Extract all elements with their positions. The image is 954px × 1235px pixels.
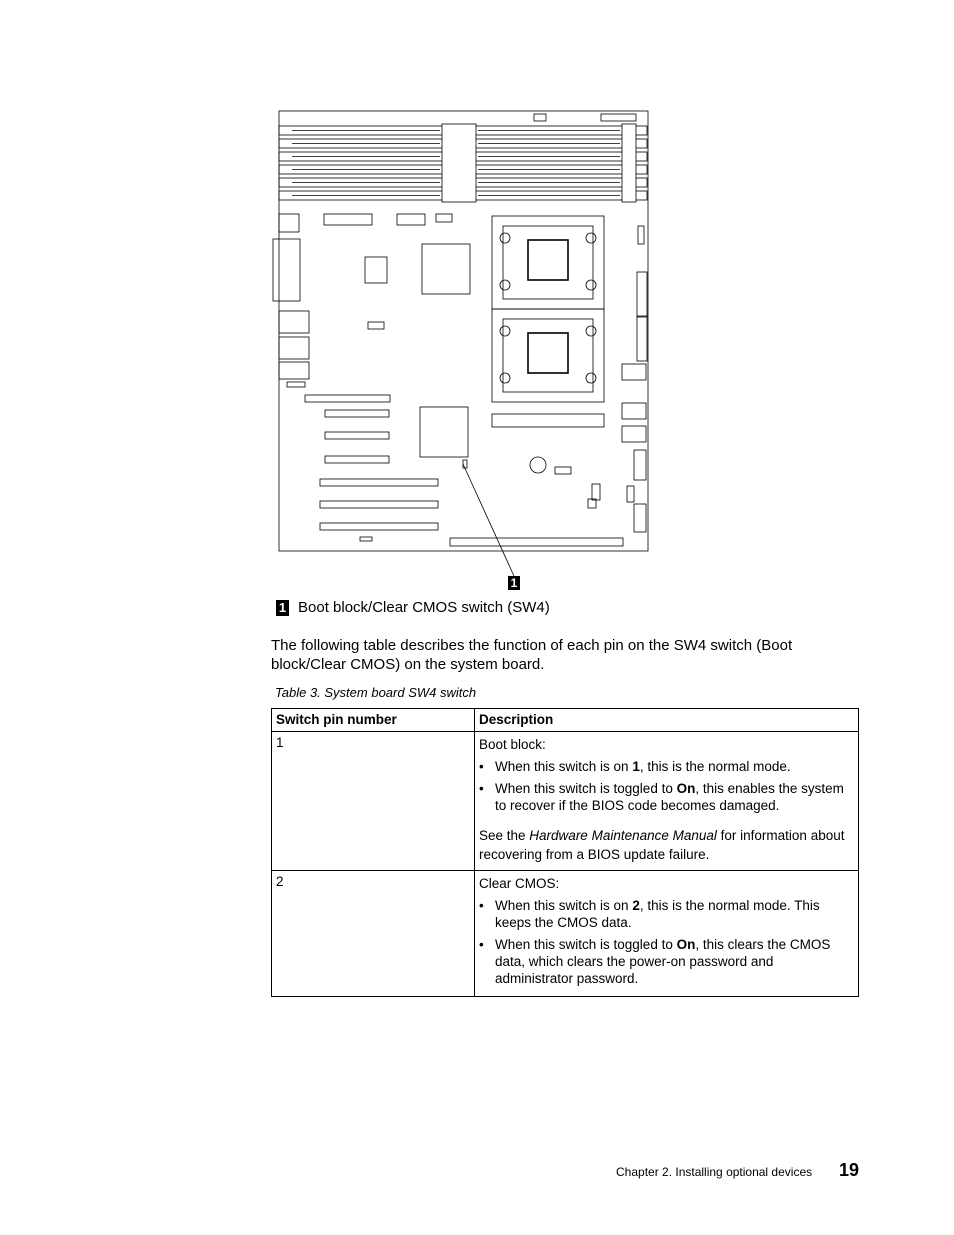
sw4-switch-table <box>271 708 859 997</box>
side-connector <box>637 272 647 317</box>
sata-connector <box>622 364 646 380</box>
northbridge-chip <box>422 244 470 294</box>
page-number: 19 <box>839 1160 860 1180</box>
small-connector <box>436 214 452 222</box>
reference-note: See the Hardware Maintenance Manual for information about recovering from a BIOS update failure. <box>479 828 845 862</box>
bottom-slot <box>450 538 623 546</box>
sata-connector <box>622 426 646 442</box>
intro-paragraph: The following table describes the function of each pin on the SW4 switch (Boot block/Clear CMOS) on the system board. <box>271 637 793 673</box>
pin-number: 2 <box>272 871 475 997</box>
sw4-switch <box>463 460 467 468</box>
side-connector <box>638 226 644 244</box>
power-connector <box>397 214 425 225</box>
header-connector <box>634 504 646 532</box>
table-row <box>272 871 859 997</box>
chip <box>627 486 634 502</box>
bullet-item: • When this switch is toggled to On, this clears the CMOS data, which clears the power-on password and administrator password. <box>479 936 854 987</box>
callout-leader <box>463 464 514 576</box>
description-title: Boot block: <box>479 737 546 752</box>
top-connector <box>601 114 636 121</box>
figure-callout-1: 1 <box>508 576 520 590</box>
side-connector <box>637 316 647 361</box>
sata-connector <box>622 403 646 419</box>
bullet-item: • When this switch is toggled to On, this enables the system to recover if the BIOS code becomes damaged. <box>479 780 854 814</box>
description-title: Clear CMOS: <box>479 876 560 891</box>
table-caption: Table 3. System board SW4 switch <box>275 685 477 700</box>
chip <box>592 484 600 500</box>
dimm-slots <box>279 124 647 202</box>
processor-socket-1 <box>492 216 604 309</box>
header-description: Description <box>475 709 859 732</box>
description-cell <box>475 871 859 997</box>
bullet-item: • When this switch is on 1, this is the normal mode. <box>479 758 854 775</box>
system-board-figure <box>270 104 660 594</box>
chip <box>368 322 384 329</box>
power-connector <box>324 214 372 225</box>
southbridge-chip <box>420 407 468 457</box>
pin-number: 1 <box>272 732 475 871</box>
legend-text: Boot block/Clear CMOS switch (SW4) <box>298 599 550 616</box>
description-cell <box>475 732 859 871</box>
header-switch-pin: Switch pin number <box>272 709 475 732</box>
chip <box>360 537 372 541</box>
table-header-row <box>272 709 859 732</box>
rear-io-ports <box>273 214 309 387</box>
table-row <box>272 732 859 871</box>
chip <box>555 467 571 474</box>
processor-socket-2 <box>492 309 604 402</box>
chip <box>365 257 387 283</box>
header-connector <box>634 450 646 480</box>
bullet-item: • When this switch is on 2, this is the normal mode. This keeps the CMOS data. <box>479 897 854 931</box>
ide-connector <box>492 414 604 427</box>
system-board-diagram <box>270 104 660 594</box>
battery <box>530 457 546 473</box>
top-connector <box>534 114 546 121</box>
legend-key: 1 <box>276 600 289 616</box>
figure-legend <box>276 599 550 616</box>
pci-slots <box>305 395 438 530</box>
footer-chapter: Chapter 2. Installing optional devices <box>616 1165 813 1179</box>
